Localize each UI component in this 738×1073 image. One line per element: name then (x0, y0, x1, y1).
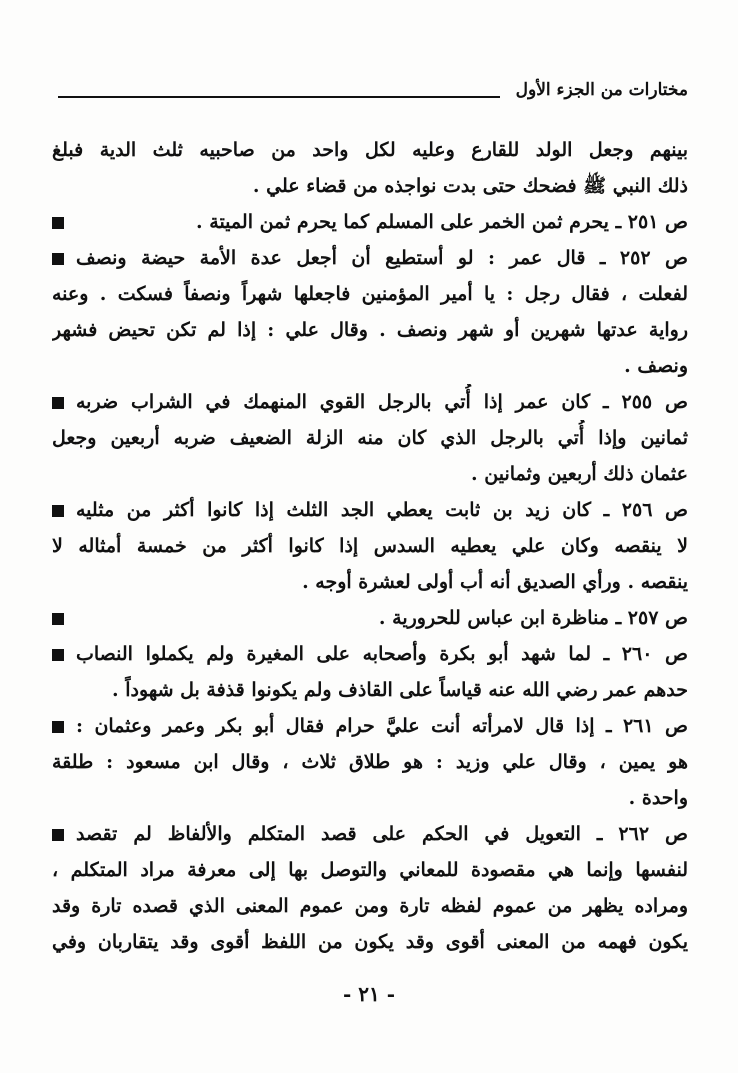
entry-line: ونصف . (624, 355, 688, 377)
intro-line: بينهم وجعل الولد للقارع وعليه لكل واحد من صاحبيه ثلث الدية فبلغ (52, 139, 688, 161)
entry-line: ص ٢٥٥ ـ كان عمر إذا أُتي بالرجل القوي المنهمك في الشراب ضربه (76, 391, 688, 413)
page-body (52, 132, 688, 960)
square-bullet-icon (52, 217, 64, 229)
intro-paragraph (52, 132, 688, 204)
entry-line: واحدة . (628, 787, 688, 809)
entry-item (52, 816, 688, 960)
entry-item (52, 636, 688, 708)
entry-line: ص ٢٦١ ـ إذا قال لامرأته أنت عليَّ حرام فقال أبو بكر وعمر وعثمان : (76, 715, 688, 737)
entry-line: ومراده يظهر من عموم لفظه تارة ومن عموم المعنى الذي قصده تارة وقد (52, 895, 688, 917)
header-rule (58, 96, 500, 98)
square-bullet-icon (52, 649, 64, 661)
entry-line: ص ٢٥٧ ـ مناظرة ابن عباس للحرورية . (378, 607, 688, 629)
entry-line: لنفسها وإنما هي مقصودة للمعاني والتوصل بها إلى معرفة مراد المتكلم ، (52, 859, 688, 881)
entry-line: ص ٢٦٠ ـ لما شهد أبو بكرة وأصحابه على المغيرة ولم يكملوا النصاب (76, 643, 688, 665)
entry-line: ص ٢٦٢ ـ التعويل في الحكم على قصد المتكلم والألفاظ لم تقصد (76, 823, 688, 845)
square-bullet-icon (52, 253, 64, 265)
entry-line: لا ينقصه وكان علي يعطيه السدس إذا كانوا أكثر من خمسة أمثاله لا (52, 535, 688, 557)
entry-item (52, 204, 688, 240)
entry-line: حدهم عمر رضي الله عنه قياساً على القاذف ولم يكونوا قذفة بل شهوداً . (112, 679, 688, 701)
entry-line: رواية عدتها شهرين أو شهر ونصف . وقال علي : إذا لم تكن تحيض فشهر (52, 319, 688, 341)
entry-line: يكون فهمه من المعنى أقوى وقد يكون من اللفظ أقوى وقد يتقاربان وفي (52, 931, 688, 953)
entry-item (52, 600, 688, 636)
entry-line: لفعلت ، فقال رجل : يا أمير المؤمنين فاجعلها شهراً ونصفاً فسكت . وعنه (52, 283, 688, 305)
entry-item (52, 384, 688, 492)
entry-line: ص ٢٥١ ـ يحرم ثمن الخمر على المسلم كما يحرم ثمن الميتة . (196, 211, 688, 233)
entry-line: ص ٢٥٦ ـ كان زيد بن ثابت يعطي الجد الثلث إذا كانوا أكثر من مثليه (76, 499, 688, 521)
entry-item (52, 708, 688, 816)
page-number: - ٢١ - (342, 982, 395, 1006)
entry-line: عثمان ذلك أربعين وثمانين . (471, 463, 688, 485)
intro-line: ذلك النبي ﷺ فضحك حتى بدت نواجذه من قضاء علي . (252, 175, 688, 197)
entry-line: ص ٢٥٢ ـ قال عمر : لو أستطيع أن أجعل عدة الأمة حيضة ونصف (76, 247, 688, 269)
entry-line: هو يمين ، وقال علي وزيد : هو طلاق ثلاث ، وقال ابن مسعود : طلقة (52, 751, 688, 773)
entry-line: ثمانين وإذا أُتي بالرجل الذي كان منه الزلة الضعيف ضربه أربعين وجعل (52, 427, 688, 449)
square-bullet-icon (52, 505, 64, 517)
square-bullet-icon (52, 397, 64, 409)
running-header-title: مختارات من الجزء الأول (515, 80, 688, 100)
square-bullet-icon (52, 829, 64, 841)
running-header (58, 80, 688, 106)
square-bullet-icon (52, 721, 64, 733)
entry-item (52, 492, 688, 600)
entry-line: ينقصه . ورأي الصديق أنه أب أولى لعشرة أوجه . (302, 571, 688, 593)
square-bullet-icon (52, 613, 64, 625)
entry-item (52, 240, 688, 384)
